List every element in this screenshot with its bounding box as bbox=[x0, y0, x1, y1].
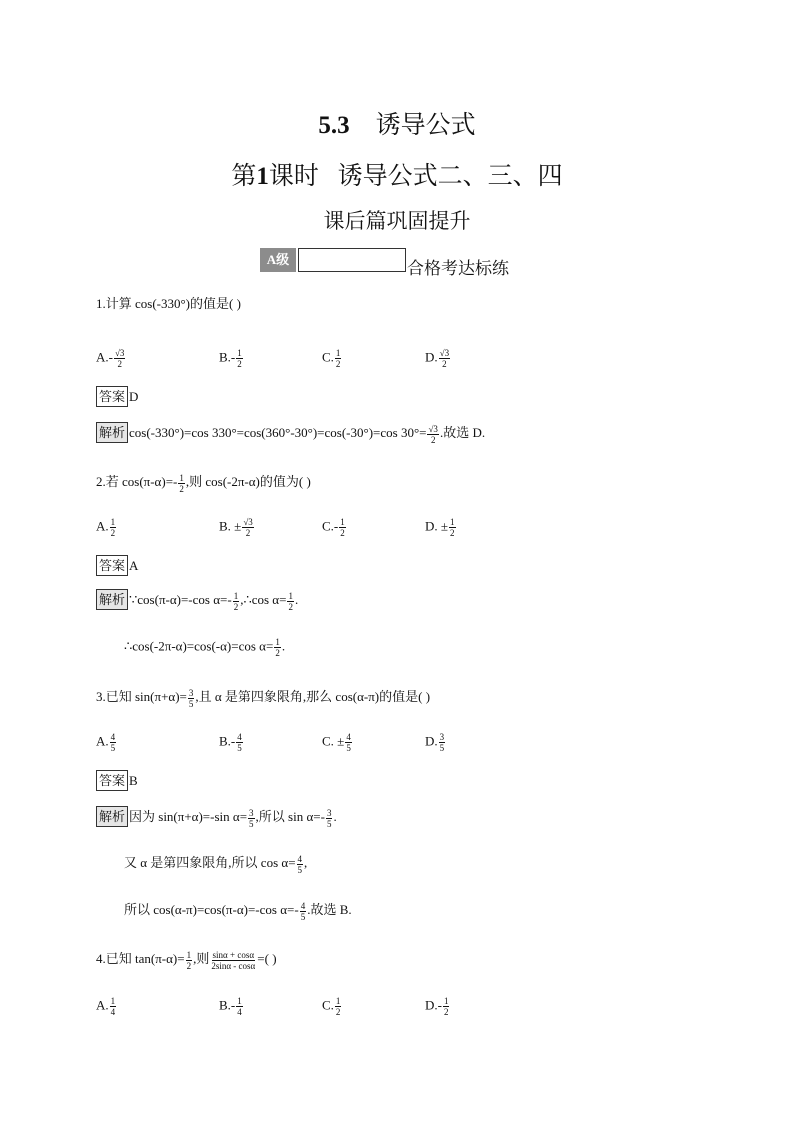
answer-tag: 答案 bbox=[96, 770, 128, 791]
question-2-stem: 2.若 cos(π-α)=- $\frac{1}{2}$ ,则 cos(-2π-α)的值为( ) bbox=[96, 472, 311, 494]
q2-option-a: A. $\frac{1}{2}$ bbox=[96, 517, 116, 538]
question-3-stem: 3.已知 sin(π+α)= $\frac{3}{5}$ ,且 α 是第四象限角,那么 cos(α-π)的值是( ) bbox=[96, 687, 431, 709]
q2-answer: 答案 A bbox=[96, 555, 138, 576]
q4-option-d: D.- $\frac{1}{2}$ bbox=[425, 996, 449, 1017]
q3-analysis-line-1: 解析 因为 sin(π+α)=-sin α= $\frac{3}{5}$ ,所以 sin α=- $\frac{3}{5}$ . bbox=[96, 806, 337, 829]
q2-option-c: C.- $\frac{1}{2}$ bbox=[322, 517, 345, 538]
question-1-stem: 1.计算 cos(-330°)的值是( ) bbox=[96, 296, 241, 311]
q3-analysis-line-3: 所以 cos(α-π)=cos(π-α)=-cos α=- $\frac{4}{5}$ .故选 B. bbox=[124, 900, 352, 922]
q1-option-b: B.- $\frac{1}{2}$ bbox=[219, 348, 242, 369]
level-blank-box bbox=[298, 248, 406, 272]
q2-analysis-line-2: ∴cos(-2π-α)=cos(-α)=cos α= $\frac{1}{2}$ . bbox=[124, 637, 286, 658]
q3-option-d: D. $\frac{3}{5}$ bbox=[425, 732, 445, 753]
q3-option-b: B.- $\frac{4}{5}$ bbox=[219, 732, 242, 753]
subtitle-prefix: 第 bbox=[231, 163, 257, 190]
q1-answer: 答案 D bbox=[96, 386, 138, 407]
subtitle-topic: 诱导公式二、三、四 bbox=[337, 163, 563, 190]
q4-option-b: B.- $\frac{1}{4}$ bbox=[219, 996, 242, 1017]
q2-option-b: B. ± $\frac{√3}{2}$ bbox=[219, 517, 253, 538]
subtitle-lesson: 1 bbox=[256, 163, 269, 190]
q3-analysis-line-2: 又 α 是第四象限角,所以 cos α= $\frac{4}{5}$ , bbox=[124, 853, 308, 875]
q2-analysis-line-1: 解析 ∵cos(π-α)=-cos α=- $\frac{1}{2}$ ,∴cos α= $\frac{1}{2}$ . bbox=[96, 589, 298, 612]
level-text: 合格考达标练 bbox=[407, 259, 509, 278]
analysis-tag: 解析 bbox=[96, 806, 128, 827]
level-badge: A级 bbox=[260, 248, 296, 272]
answer-tag: 答案 bbox=[96, 386, 128, 407]
page-title bbox=[0, 105, 794, 141]
q3-option-c: C. ± $\frac{4}{5}$ bbox=[322, 732, 351, 753]
analysis-tag: 解析 bbox=[96, 422, 128, 443]
q4-option-a: A. $\frac{1}{4}$ bbox=[96, 996, 116, 1017]
section-heading: 课后篇巩固提升 bbox=[323, 209, 471, 233]
subtitle-suffix: 课时 bbox=[268, 163, 319, 190]
q1-option-c: C. $\frac{1}{2}$ bbox=[322, 348, 341, 369]
answer-tag: 答案 bbox=[96, 555, 128, 576]
analysis-tag: 解析 bbox=[96, 589, 128, 610]
q3-option-a: A. $\frac{4}{5}$ bbox=[96, 732, 116, 753]
lesson-subtitle bbox=[0, 156, 794, 192]
q3-answer: 答案 B bbox=[96, 770, 138, 791]
title-text: 诱导公式 bbox=[375, 112, 476, 139]
q2-option-d: D. ± $\frac{1}{2}$ bbox=[425, 517, 455, 538]
q4-option-c: C. $\frac{1}{2}$ bbox=[322, 996, 341, 1017]
q1-analysis: 解析 cos(-330°)=cos 330°=cos(360°-30°)=cos(-30°)=cos 30°= $\frac{√3}{2}$ .故选 D. bbox=[96, 422, 485, 445]
q1-option-d: D. $\frac{√3}{2}$ bbox=[425, 348, 450, 369]
title-number: 5.3 bbox=[318, 112, 350, 139]
question-4-stem: 4.已知 tan(π-α)= $\frac{1}{2}$ ,则 $\frac{\sin\alpha + \cos\alpha}{2\sin\alpha - \cos\alpha}$ =( ) bbox=[96, 949, 277, 971]
q1-option-a: A.- $\frac{√3}{2}$ bbox=[96, 348, 125, 369]
